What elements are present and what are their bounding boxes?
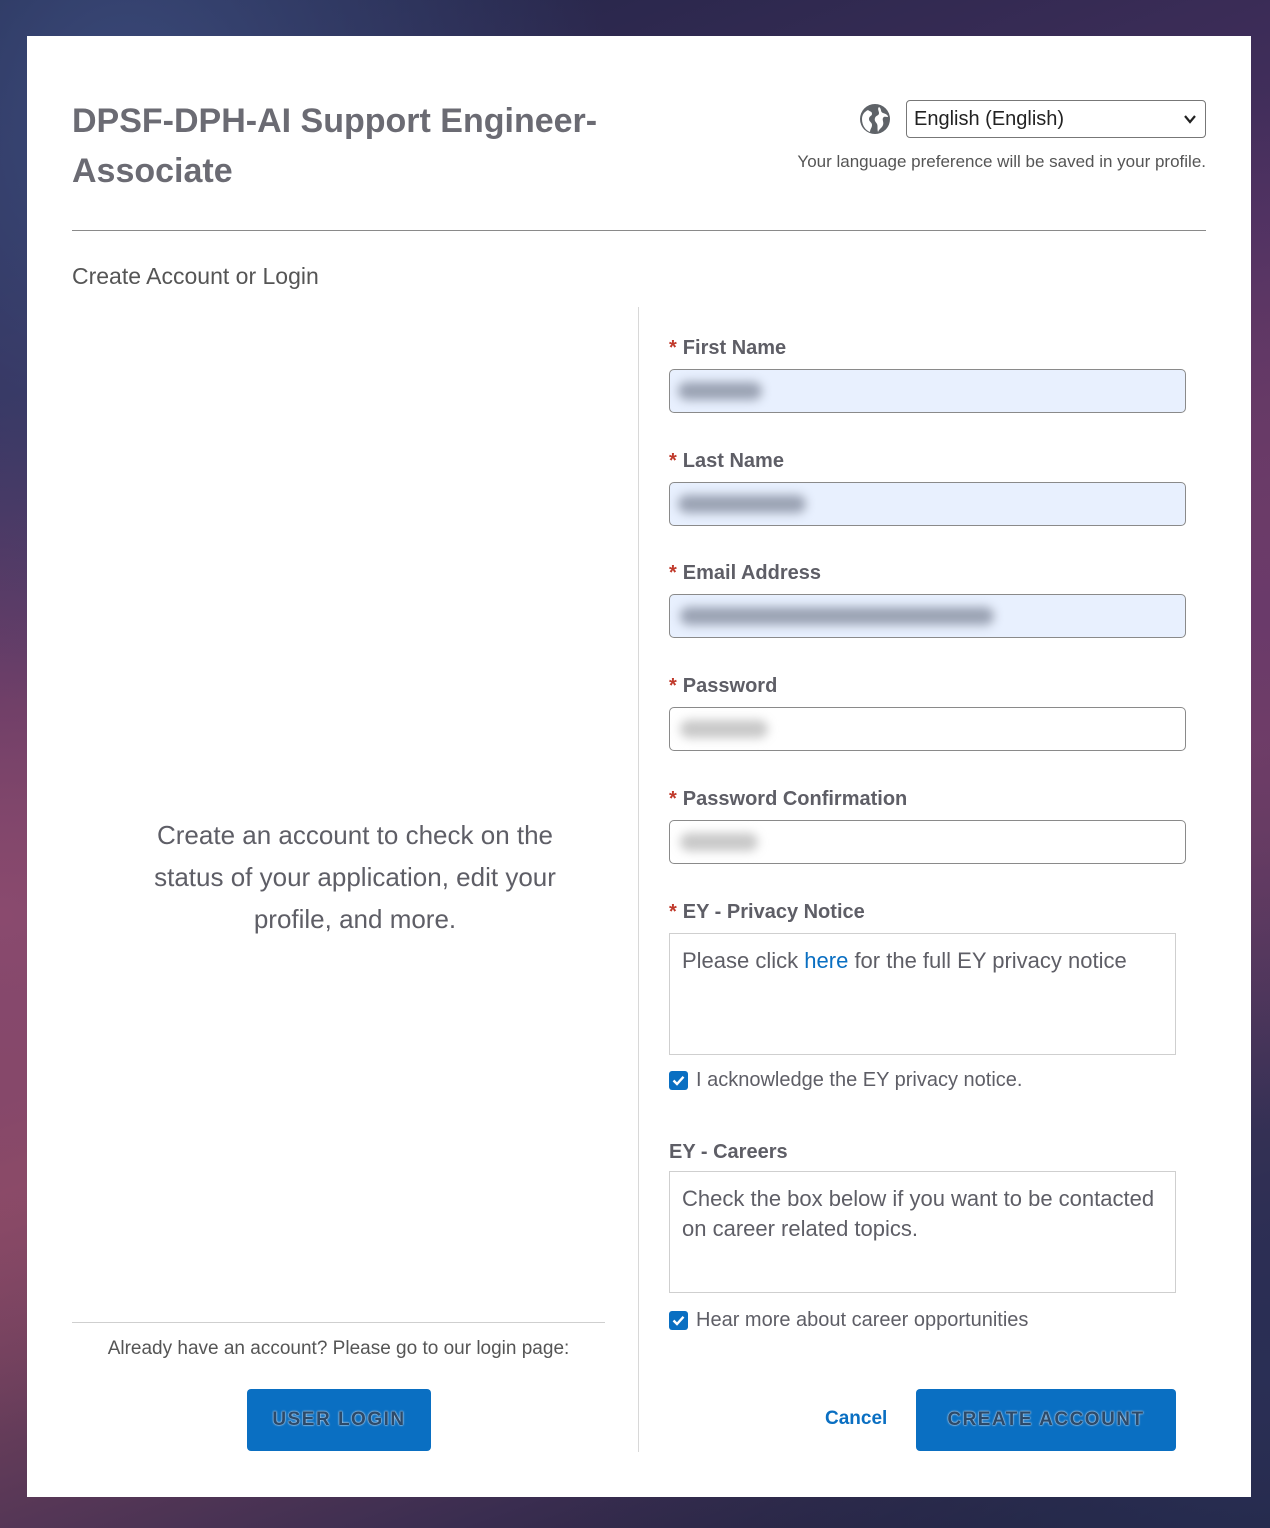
required-marker: * (669, 675, 677, 697)
check-icon (672, 1075, 685, 1086)
page-title: DPSF-DPH-AI Support Engineer-Associate (72, 102, 598, 190)
check-icon (672, 1315, 685, 1326)
careers-optin-checkbox[interactable] (669, 1311, 688, 1330)
language-select-value: English (English) (914, 108, 1065, 130)
section-heading: Create Account or Login (72, 263, 319, 289)
careers-box: Check the box below if you want to be contacted on career related topics. (669, 1171, 1176, 1293)
chevron-down-icon (1183, 110, 1197, 128)
first-name-label: * First Name (669, 337, 787, 359)
user-login-button[interactable]: USER LOGIN (247, 1389, 431, 1451)
column-divider (638, 307, 639, 1452)
password-confirm-label: * Password Confirmation (669, 788, 908, 810)
redacted-value (678, 382, 762, 400)
privacy-ack-checkbox[interactable] (669, 1071, 688, 1090)
required-marker: * (669, 901, 677, 923)
privacy-notice-label: * EY - Privacy Notice (669, 901, 865, 923)
careers-optin-row[interactable] (669, 1309, 1028, 1332)
language-note: Your language preference will be saved in your profile. (797, 152, 1206, 171)
password-confirm-field[interactable] (669, 820, 1186, 864)
password-label: * Password (669, 675, 778, 697)
login-divider (72, 1322, 605, 1323)
privacy-notice-box: Please click here for the full EY privacy notice (669, 933, 1176, 1055)
create-account-dialog (27, 36, 1251, 1497)
required-marker: * (669, 337, 677, 359)
privacy-ack-row[interactable] (669, 1069, 1022, 1092)
redacted-value (678, 495, 806, 513)
masked-password (680, 720, 768, 738)
masked-password (680, 833, 758, 851)
create-account-button[interactable]: CREATE ACCOUNT (916, 1389, 1176, 1451)
email-field[interactable] (669, 594, 1186, 638)
cancel-link[interactable]: Cancel (825, 1408, 888, 1429)
required-marker: * (669, 450, 677, 472)
privacy-notice-link[interactable]: here (804, 948, 849, 973)
last-name-field[interactable] (669, 482, 1186, 526)
promo-text: Create an account to check on the status of your application, edit your profile, and more. (154, 820, 556, 934)
required-marker: * (669, 562, 677, 584)
header-divider (72, 230, 1206, 231)
language-select[interactable] (906, 100, 1206, 138)
first-name-field[interactable] (669, 369, 1186, 413)
required-marker: * (669, 788, 677, 810)
careers-label: EY - Careers (669, 1141, 788, 1163)
password-field[interactable] (669, 707, 1186, 751)
redacted-value (680, 607, 994, 625)
last-name-label: * Last Name (669, 450, 784, 472)
careers-optin-label: Hear more about career opportunities (696, 1309, 1029, 1331)
globe-icon (859, 103, 891, 135)
login-prompt: Already have an account? Please go to our login page: (107, 1338, 570, 1359)
privacy-ack-label: I acknowledge the EY privacy notice. (696, 1069, 1023, 1091)
email-label: * Email Address (669, 562, 821, 584)
